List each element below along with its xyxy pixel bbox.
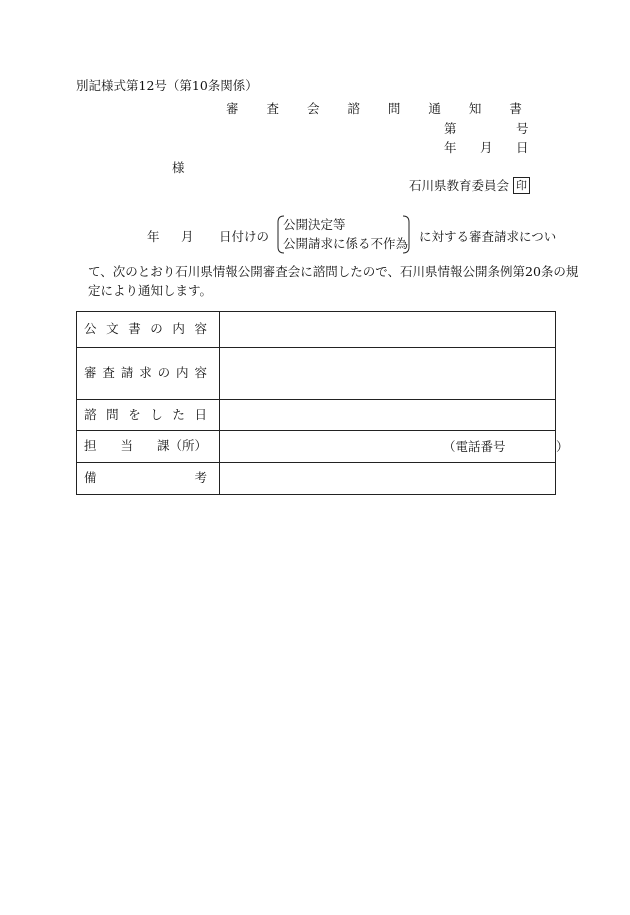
label-department [77, 431, 220, 463]
label-char: し [150, 406, 163, 422]
label-char: を [128, 406, 141, 422]
value-department [220, 431, 569, 463]
label-char: 審 [84, 365, 97, 381]
body-text-line1-tail: に対する審査請求につい [419, 229, 557, 244]
phone-label-close: ） [556, 438, 569, 454]
table-row-document-content [77, 312, 556, 348]
label-document-content [77, 312, 220, 348]
label-char: 当 [120, 438, 133, 454]
label-char: 容 [194, 321, 207, 337]
table-row-remarks [77, 463, 556, 495]
label-remarks [77, 463, 220, 495]
date-day-label: 日 [516, 140, 529, 155]
document-title: 審 査 会 諮 問 通 知 書 [226, 101, 534, 116]
date-year-label: 年 [444, 140, 457, 155]
body-year-label: 年 [147, 229, 160, 244]
seal-stamp: 印 [513, 177, 530, 194]
value-remarks [220, 463, 556, 495]
value-consultation-date [220, 400, 556, 431]
table-row-consultation-date [77, 400, 556, 431]
value-document-content [220, 312, 556, 348]
option-disclosure-decision: 公開決定等 [283, 217, 346, 232]
label-char: 日 [194, 406, 207, 422]
label-char: 書 [128, 321, 141, 337]
body-date-of-label: 日付けの [219, 229, 270, 244]
notification-table [76, 311, 569, 495]
label-request-content [77, 348, 220, 400]
issuer-name: 石川県教育委員会 [409, 178, 510, 193]
label-char: の [157, 365, 171, 381]
label-char: 内 [172, 321, 185, 337]
label-char: 備 [84, 470, 97, 486]
label-char: の [150, 321, 163, 337]
table-row-request-content [77, 348, 556, 400]
label-char: 問 [106, 406, 119, 422]
label-char: 求 [139, 365, 152, 381]
label-char: 公 [84, 321, 97, 337]
label-char: 容 [194, 365, 207, 381]
label-char: 請 [120, 365, 134, 381]
document-number-prefix: 第 [444, 121, 457, 136]
label-char: 文 [106, 321, 119, 337]
label-char: 課（所） [156, 438, 207, 454]
label-char: 考 [194, 470, 207, 486]
form-number: 別記様式第12号（第10条関係） [76, 78, 258, 93]
label-char: 諮 [84, 406, 97, 422]
addressee-honorific: 様 [172, 160, 185, 175]
body-text-line3: 定により通知します。 [88, 283, 213, 298]
label-char: た [172, 406, 185, 422]
body-month-label: 月 [181, 229, 194, 244]
table-row-department [77, 431, 556, 463]
label-consultation-date [77, 400, 220, 431]
document-number-suffix: 号 [516, 121, 529, 136]
option-inaction: 公開請求に係る不作為 [283, 236, 409, 251]
phone-label-open: （電話番号 [443, 438, 506, 454]
value-request-content [220, 348, 556, 400]
label-char: 査 [102, 365, 115, 381]
date-month-label: 月 [480, 140, 493, 155]
label-char: 内 [176, 365, 189, 381]
body-text-line2: て、次のとおり石川県情報公開審査会に諮問したので、石川県情報公開条例第20条の規 [88, 264, 579, 279]
label-char: 担 [84, 438, 97, 454]
